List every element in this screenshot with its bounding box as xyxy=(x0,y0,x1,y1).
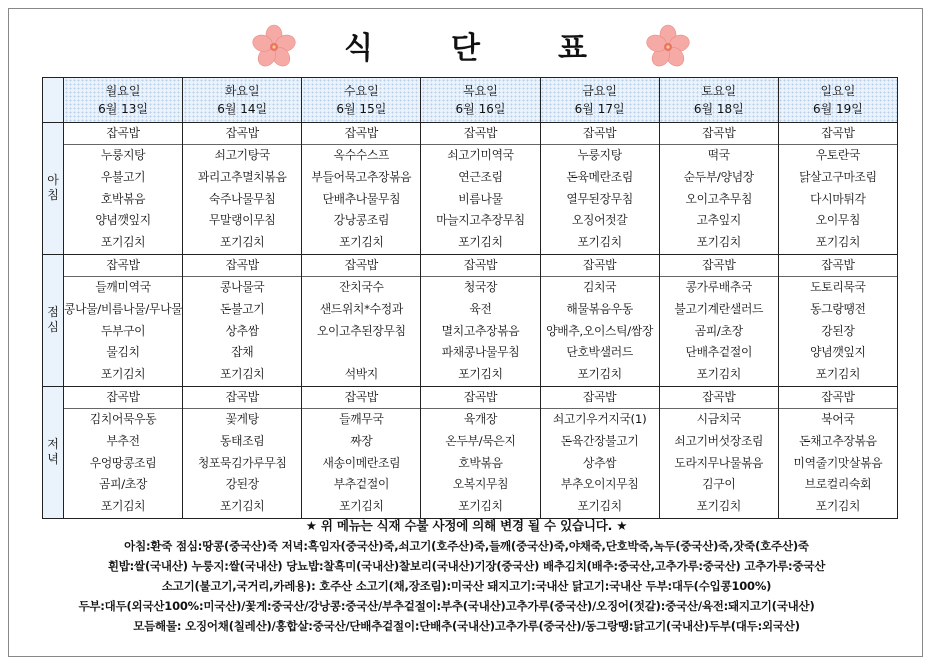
menu-cell xyxy=(421,123,540,255)
day-header-fri: 금요일 6월 17일 xyxy=(540,78,659,123)
menu-item: 돈육간장불고기 xyxy=(560,433,639,448)
meal-label xyxy=(43,123,64,255)
menu-item: 쇠고기탕국 xyxy=(214,148,270,162)
menu-item: 강낭콩조림 xyxy=(333,213,390,228)
menu-item: 잡곡밥 xyxy=(660,123,778,145)
day-header-wed: 수요일 6월 15일 xyxy=(302,78,421,123)
day-header-mon: 월요일 6월 13일 xyxy=(64,78,183,123)
menu-item: 도토리묵국 xyxy=(810,279,866,294)
menu-item: 석박지 xyxy=(344,367,378,382)
meal-row-lunch xyxy=(43,254,898,386)
menu-cell xyxy=(540,386,659,518)
menu-item: 잡곡밥 xyxy=(183,387,301,409)
menu-item: 콩나물국 xyxy=(220,279,265,294)
meal-row-dinner xyxy=(43,386,898,518)
menu-item: 콩가루배추국 xyxy=(685,279,753,294)
menu-cell xyxy=(778,254,897,386)
menu-item: 꽈리고추멸치볶음 xyxy=(197,169,287,184)
meal-label-char: 녁 xyxy=(47,452,59,467)
title-row xyxy=(9,9,924,79)
page-title: 식 단 표 xyxy=(344,31,589,66)
menu-item: 오징어젓갈 xyxy=(571,213,628,228)
menu-item: 잡곡밥 xyxy=(64,387,182,409)
menu-item: 잡곡밥 xyxy=(779,255,897,277)
menu-cell xyxy=(421,254,540,386)
menu-item: 물김치 xyxy=(106,345,140,360)
menu-item: 포기김치 xyxy=(339,499,384,514)
origin-note: 모듬해물: 오징어채(칠레산)/홍합살:중국산/단배추겉절이:단배추(국내산)고추가루(중국산)/동그랑땡:닭고기(국내산)두부(대두:외국산) xyxy=(133,619,800,633)
menu-cell xyxy=(64,123,183,255)
menu-item: 육전 xyxy=(469,301,492,316)
meal-row-breakfast xyxy=(43,123,898,255)
meal-label-char: 점 xyxy=(47,305,59,320)
menu-item: 잡곡밥 xyxy=(183,123,301,145)
meal-label-char: 저 xyxy=(47,437,59,452)
origin-note: 흰밥:쌀(국내산) 누룽지:쌀(국내산) 당뇨밥:찰흑미(국내산)찰보리(국내산)기장(중국산) 배추김치(배추:중국산,고추가루:중국산) 고추가루:중국산 xyxy=(107,559,826,573)
origin-note: 두부:대두(외국산100%:미국산)/꽃게:중국산/강낭콩:중국산/부추겉절이:부추(국내산)고추가루(중국산)/오징어(젓갈):중국산/육전:돼지고기(국내산) xyxy=(78,599,815,613)
menu-item: 해물볶음우동 xyxy=(566,301,633,316)
menu-item: 잡곡밥 xyxy=(541,123,659,145)
menu-item: 오이고추된장무침 xyxy=(316,323,406,338)
menu-item: 쇠고기미역국 xyxy=(447,148,514,162)
menu-item: 포기김치 xyxy=(100,367,146,382)
menu-item: 호박볶음 xyxy=(458,455,503,470)
menu-cell xyxy=(659,386,778,518)
menu-item: 누룽지탕 xyxy=(100,148,146,162)
menu-cell xyxy=(778,123,897,255)
menu-item: 온두부/묵은지 xyxy=(445,433,516,448)
menu-item: 잡곡밥 xyxy=(660,255,778,277)
meal-label xyxy=(43,254,64,386)
menu-cell xyxy=(421,386,540,518)
menu-item: 포기김치 xyxy=(577,499,622,514)
menu-item: 포기김치 xyxy=(220,367,265,382)
menu-item: 부추겉절이 xyxy=(333,477,390,492)
origin-note: 아침:환죽 점심:땅콩(중국산)죽 저녁:흑임자(중국산)죽,쇠고기(호주산)죽,들깨(중국산)죽,야채죽,단호박죽,녹두(중국산)죽,잣죽(호주산)죽 xyxy=(124,539,809,553)
menu-item: 짜장 xyxy=(350,433,373,448)
menu-item: 옥수수스프 xyxy=(333,148,390,162)
meal-label-char: 침 xyxy=(47,188,59,203)
flower-icon-right xyxy=(645,24,691,70)
menu-item: 포기김치 xyxy=(696,499,741,514)
menu-item: 포기김치 xyxy=(100,499,146,514)
menu-item: 포기김치 xyxy=(815,499,861,514)
corner-cell xyxy=(43,78,64,123)
menu-item: 김구이 xyxy=(702,477,736,492)
menu-item: 새송이메란조림 xyxy=(322,455,401,470)
menu-sheet xyxy=(8,8,923,657)
menu-item: 잡곡밥 xyxy=(302,255,420,277)
menu-item: 잡곡밥 xyxy=(779,387,897,409)
menu-item: 브로컬리숙회 xyxy=(804,477,872,492)
origin-note: 소고기(불고기,국거리,카레용): 호주산 소고기(채,장조림):미국산 돼지고기:국내산 닭고기:국내산 두부:대두(수입콩100%) xyxy=(161,579,772,593)
menu-item: 단배추겉절이 xyxy=(685,345,753,360)
menu-item: 포기김치 xyxy=(458,367,503,382)
menu-item: 돈불고기 xyxy=(220,301,265,316)
menu-item: 숙주나물무침 xyxy=(208,191,276,206)
menu-cell xyxy=(302,254,421,386)
day-header-tue: 화요일 6월 14일 xyxy=(183,78,302,123)
menu-item: 연근조림 xyxy=(458,169,503,184)
notice-text: ★ 위 메뉴는 식재 수불 사정에 의해 변경 될 수 있습니다. ★ xyxy=(305,518,628,533)
menu-item: 파채콩나물무침 xyxy=(441,345,520,360)
notes-section xyxy=(9,516,924,636)
menu-cell xyxy=(183,386,302,518)
menu-cell xyxy=(302,386,421,518)
menu-cell xyxy=(540,123,659,255)
menu-cell xyxy=(659,254,778,386)
day-header-row xyxy=(43,78,898,123)
menu-item: 잡곡밥 xyxy=(660,387,778,409)
menu-item: 육개장 xyxy=(463,411,498,426)
menu-item: 쇠고기우거지국(1) xyxy=(552,411,647,426)
menu-item: 무말랭이무침 xyxy=(208,213,276,228)
menu-item: 포기김치 xyxy=(696,235,741,250)
menu-item: 잡곡밥 xyxy=(779,123,897,145)
menu-item: 동태조림 xyxy=(220,433,265,448)
menu-item: 미역줄기맛살볶음 xyxy=(793,455,883,470)
menu-item: 멸치고추장볶음 xyxy=(441,323,520,338)
menu-item: 잡곡밥 xyxy=(302,387,420,409)
menu-item: 두부구이 xyxy=(100,323,146,338)
menu-item: 잡곡밥 xyxy=(541,387,659,409)
menu-item: 오이고추무침 xyxy=(685,191,753,206)
menu-item: 포기김치 xyxy=(100,235,146,250)
menu-item: 곰피/초장 xyxy=(694,323,743,338)
menu-item: 순두부/양념장 xyxy=(683,169,754,184)
menu-item: 잡곡밥 xyxy=(64,255,182,277)
menu-item: 잔치국수 xyxy=(339,279,384,294)
menu-item: 포기김치 xyxy=(577,367,622,382)
menu-item: 포기김치 xyxy=(220,499,265,514)
menu-item: 오복지무침 xyxy=(452,477,509,492)
menu-item: 강된장 xyxy=(225,477,259,492)
menu-item xyxy=(302,342,420,364)
menu-item: 잡곡밥 xyxy=(183,255,301,277)
menu-item: 잡곡밥 xyxy=(421,255,539,277)
menu-item: 부추오이지무침 xyxy=(560,477,639,492)
meal-label-char: 심 xyxy=(47,320,59,335)
menu-item: 포기김치 xyxy=(815,235,861,250)
menu-item: 동그랑땡전 xyxy=(810,301,866,316)
menu-item: 불고기계란샐러드 xyxy=(674,301,764,316)
menu-item: 잡채 xyxy=(231,345,254,360)
menu-item: 곰피/초장 xyxy=(99,477,148,492)
menu-cell xyxy=(659,123,778,255)
menu-item: 돈육메란조림 xyxy=(566,169,633,184)
menu-item: 시금치국 xyxy=(696,411,741,426)
menu-item: 고추잎지 xyxy=(696,213,741,228)
menu-cell xyxy=(64,386,183,518)
menu-item: 상추쌈 xyxy=(582,455,617,470)
meal-label-char: 아 xyxy=(47,173,59,188)
menu-item: 들깨미역국 xyxy=(95,279,151,294)
menu-item: 샌드위치*수정과 xyxy=(319,301,403,316)
menu-cell xyxy=(64,254,183,386)
menu-item: 포기김치 xyxy=(577,235,622,250)
menu-item: 비름나물 xyxy=(458,191,503,206)
day-header-sun: 일요일 6월 19일 xyxy=(778,78,897,123)
menu-item: 포기김치 xyxy=(458,235,503,250)
menu-table xyxy=(42,77,898,519)
menu-item: 단호박샐러드 xyxy=(566,345,633,360)
menu-item: 떡국 xyxy=(707,148,730,162)
menu-item: 부추전 xyxy=(106,433,140,448)
menu-item: 들깨무국 xyxy=(339,411,384,426)
menu-item: 잡곡밥 xyxy=(302,123,420,145)
menu-item: 도라지무나물볶음 xyxy=(674,455,764,470)
day-header-sat: 토요일 6월 18일 xyxy=(659,78,778,123)
menu-item: 우불고기 xyxy=(100,169,146,184)
menu-item: 김치국 xyxy=(582,279,617,294)
menu-item: 우엉땅콩조림 xyxy=(89,455,157,470)
day-header-thu: 목요일 6월 16일 xyxy=(421,78,540,123)
menu-item: 북어국 xyxy=(821,411,855,426)
meal-label xyxy=(43,386,64,518)
menu-cell xyxy=(540,254,659,386)
menu-item: 닭살고구마조림 xyxy=(799,169,877,184)
menu-item: 부들어묵고추장볶음 xyxy=(311,169,412,184)
menu-item: 잡곡밥 xyxy=(421,387,539,409)
menu-item: 열무된장무침 xyxy=(566,191,633,206)
menu-item: 꽃게탕 xyxy=(225,411,259,426)
menu-item: 포기김치 xyxy=(220,235,265,250)
menu-item: 돈채고추장볶음 xyxy=(799,433,877,448)
menu-item: 포기김치 xyxy=(815,367,861,382)
menu-item: 강된장 xyxy=(821,323,855,338)
menu-cell xyxy=(183,254,302,386)
menu-item: 포기김치 xyxy=(696,367,741,382)
menu-item: 청포묵김가루무침 xyxy=(197,455,287,470)
menu-item: 포기김치 xyxy=(339,235,384,250)
menu-item: 누룽지탕 xyxy=(577,148,622,162)
menu-item: 오이무침 xyxy=(815,213,861,228)
menu-cell xyxy=(183,123,302,255)
menu-item: 잡곡밥 xyxy=(64,123,182,145)
menu-cell xyxy=(302,123,421,255)
menu-item: 쇠고기버섯장조림 xyxy=(674,433,764,448)
menu-item: 잡곡밥 xyxy=(421,123,539,145)
menu-item: 양념깻잎지 xyxy=(810,345,866,360)
menu-item: 청국장 xyxy=(463,279,498,294)
menu-item: 양배추,오이스틱/쌈장 xyxy=(546,323,654,338)
menu-item: 포기김치 xyxy=(458,499,503,514)
menu-item: 콩나물/비름나물/무나물 xyxy=(64,301,183,316)
menu-cell xyxy=(778,386,897,518)
menu-item: 단배추나물무침 xyxy=(322,191,401,206)
menu-item: 다시마튀각 xyxy=(810,191,866,206)
menu-item: 김치어묵우동 xyxy=(89,411,157,426)
menu-item: 호박볶음 xyxy=(100,191,146,206)
menu-item: 잡곡밥 xyxy=(541,255,659,277)
menu-item: 양념깻잎지 xyxy=(95,213,151,228)
menu-item: 마늘지고추장무침 xyxy=(436,213,525,228)
menu-item: 우토란국 xyxy=(815,148,861,162)
menu-item: 상추쌈 xyxy=(225,323,259,338)
